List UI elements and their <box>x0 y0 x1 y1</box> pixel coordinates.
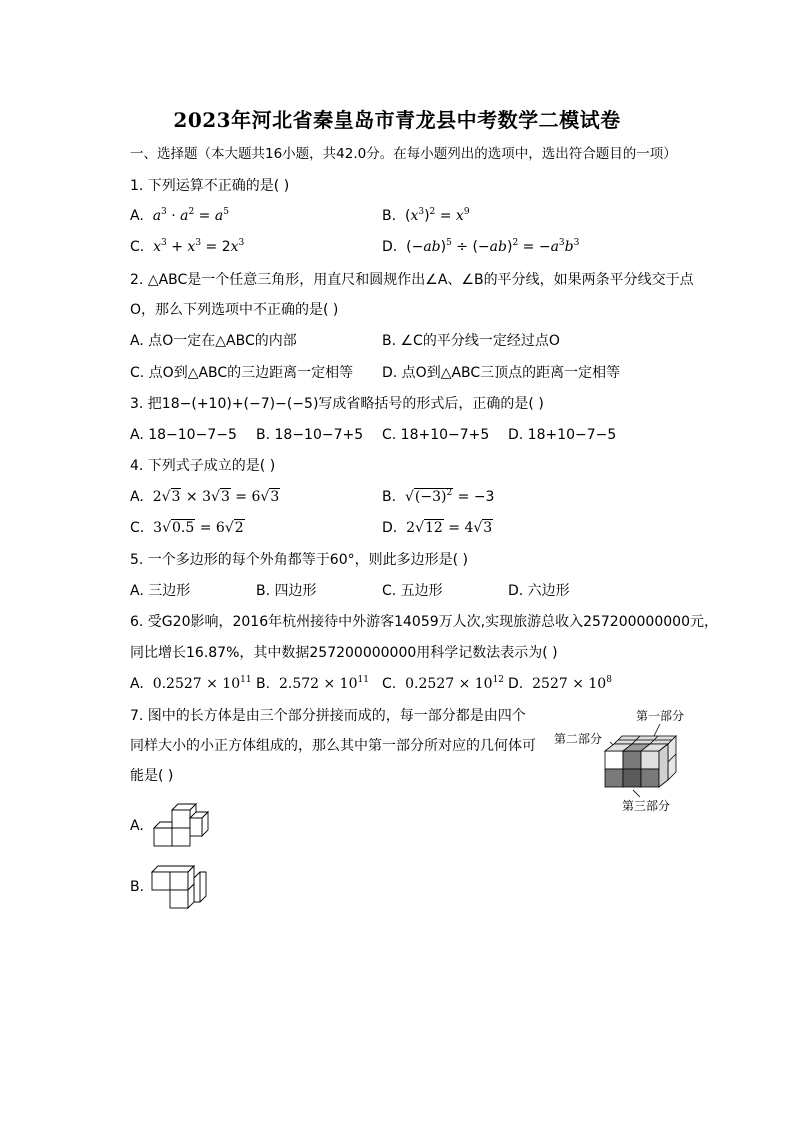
question-5-option-a: A. 三边形 <box>130 583 191 599</box>
question-6-line-2: 同比增长16.87%，其中数据257200000000用科学记数法表示为( ) <box>130 645 558 661</box>
question-5-option-c: C. 五边形 <box>382 583 443 599</box>
option-label: C. <box>130 239 145 255</box>
option-label: A. <box>130 676 144 692</box>
question-7-line-3: 能是( ) <box>130 768 174 784</box>
label-part-2: 第二部分 <box>554 732 603 746</box>
option-label: A. <box>130 208 144 224</box>
question-3-stem: 3. 把18−(+10)+(−7)−(−5)写成省略括号的形式后，正确的是( ) <box>130 396 544 412</box>
question-5-stem: 5. 一个多边形的每个外角都等于60°，则此多边形是( ) <box>130 552 468 568</box>
question-4-option-c: C. 3√0.5 = 6√2 <box>130 520 244 536</box>
question-4-stem: 4. 下列式子成立的是( ) <box>130 458 276 474</box>
question-3-option-c: C. 18+10−7+5 <box>382 427 490 443</box>
question-1-option-c: C. $x^3 + x^3 = 2x^3$ <box>130 238 245 255</box>
question-1-option-d: D. $(-ab)^5 \div (-ab)^2 = -a^3b^3$ <box>382 238 580 255</box>
option-label: A. <box>130 818 144 834</box>
question-2-option-a: A. 点O一定在△ABC的内部 <box>130 333 297 349</box>
question-1-stem: 1. 下列运算不正确的是( ) <box>130 178 290 194</box>
option-a-cube-figure <box>152 800 212 850</box>
question-7-line-2: 同样大小的小正方体组成的，那么其中第一部分所对应的几何体可 <box>130 738 536 754</box>
option-label: B. <box>130 879 145 895</box>
option-label: A. <box>130 489 144 505</box>
question-4-option-b: B. $√(-3)^2 = -3$ <box>382 488 495 505</box>
option-label: B. <box>382 489 397 505</box>
question-2-number: 2. <box>130 272 148 288</box>
question-6-option-b: B. $2.572 \times 10^{11}$ <box>256 675 369 692</box>
question-6-option-a: A. $0.2527 \times 10^{11}$ <box>130 675 252 692</box>
option-label: D. <box>508 676 524 692</box>
option-label: D. <box>382 520 398 536</box>
question-5-option-d: D. 六边形 <box>508 583 570 599</box>
cuboid-figure <box>548 700 698 818</box>
question-2-option-c: C. 点O到△ABC的三边距离一定相等 <box>130 365 354 381</box>
question-5-option-b: B. 四边形 <box>256 583 317 599</box>
question-4-option-a: A. 2√3 × 3√3 = 6√3 <box>130 489 280 505</box>
question-7-line-1: 7. 图中的长方体是由三个部分拼接而成的，每一部分都是由四个 <box>130 708 526 724</box>
option-label: B. <box>256 676 271 692</box>
question-3-option-d: D. 18+10−7−5 <box>508 427 617 443</box>
question-6-option-d: D. $2527 \times 10^8$ <box>508 675 612 692</box>
question-2-option-d: D. 点O到△ABC三顶点的距离一定相等 <box>382 365 621 381</box>
label-part-1: 第一部分 <box>636 709 685 723</box>
option-label: C. <box>130 520 145 536</box>
question-6-line-1: 6. 受G20影响，2016年杭州接待中外游客14059万人次,实现旅游总收入257200000000元， <box>130 614 718 630</box>
page-title: 2023年河北省秦皇岛市青龙县中考数学二模试卷 <box>173 108 621 132</box>
question-2-line-1 <box>130 270 694 290</box>
question-2-line-2: O，那么下列选项中不正确的是( ) <box>130 302 339 318</box>
option-b-cube-figure <box>150 862 212 912</box>
question-2-option-b: B. ∠C的平分线一定经过点O <box>382 333 560 349</box>
question-2-text: △ABC是一个任意三角形，用直尺和圆规作出∠A、∠B的平分线，如果两条平分线交于点 <box>147 272 694 288</box>
question-7-option-a <box>130 816 144 836</box>
question-6-option-c: C. $0.2527 \times 10^{12}$ <box>382 675 505 692</box>
question-7-option-b <box>130 877 144 897</box>
cuboid-shape <box>605 736 676 787</box>
option-label: B. <box>382 208 397 224</box>
question-3-option-a: A. 18−10−7−5 <box>130 427 237 443</box>
question-4-option-d: D. 2√12 = 4√3 <box>382 520 493 536</box>
question-1-option-b: B. $(x^3)^2 = x^9$ <box>382 207 470 224</box>
option-label: C. <box>382 676 397 692</box>
question-1-option-a: A. $a^3 \cdot a^2 = a^5$ <box>130 207 229 224</box>
label-part-3: 第三部分 <box>622 799 671 813</box>
question-3-option-b: B. 18−10−7+5 <box>256 427 364 443</box>
section-heading: 一、选择题（本大题共16小题，共42.0分。在每小题列出的选项中，选出符合题目的一项） <box>130 146 677 162</box>
option-label: D. <box>382 239 398 255</box>
